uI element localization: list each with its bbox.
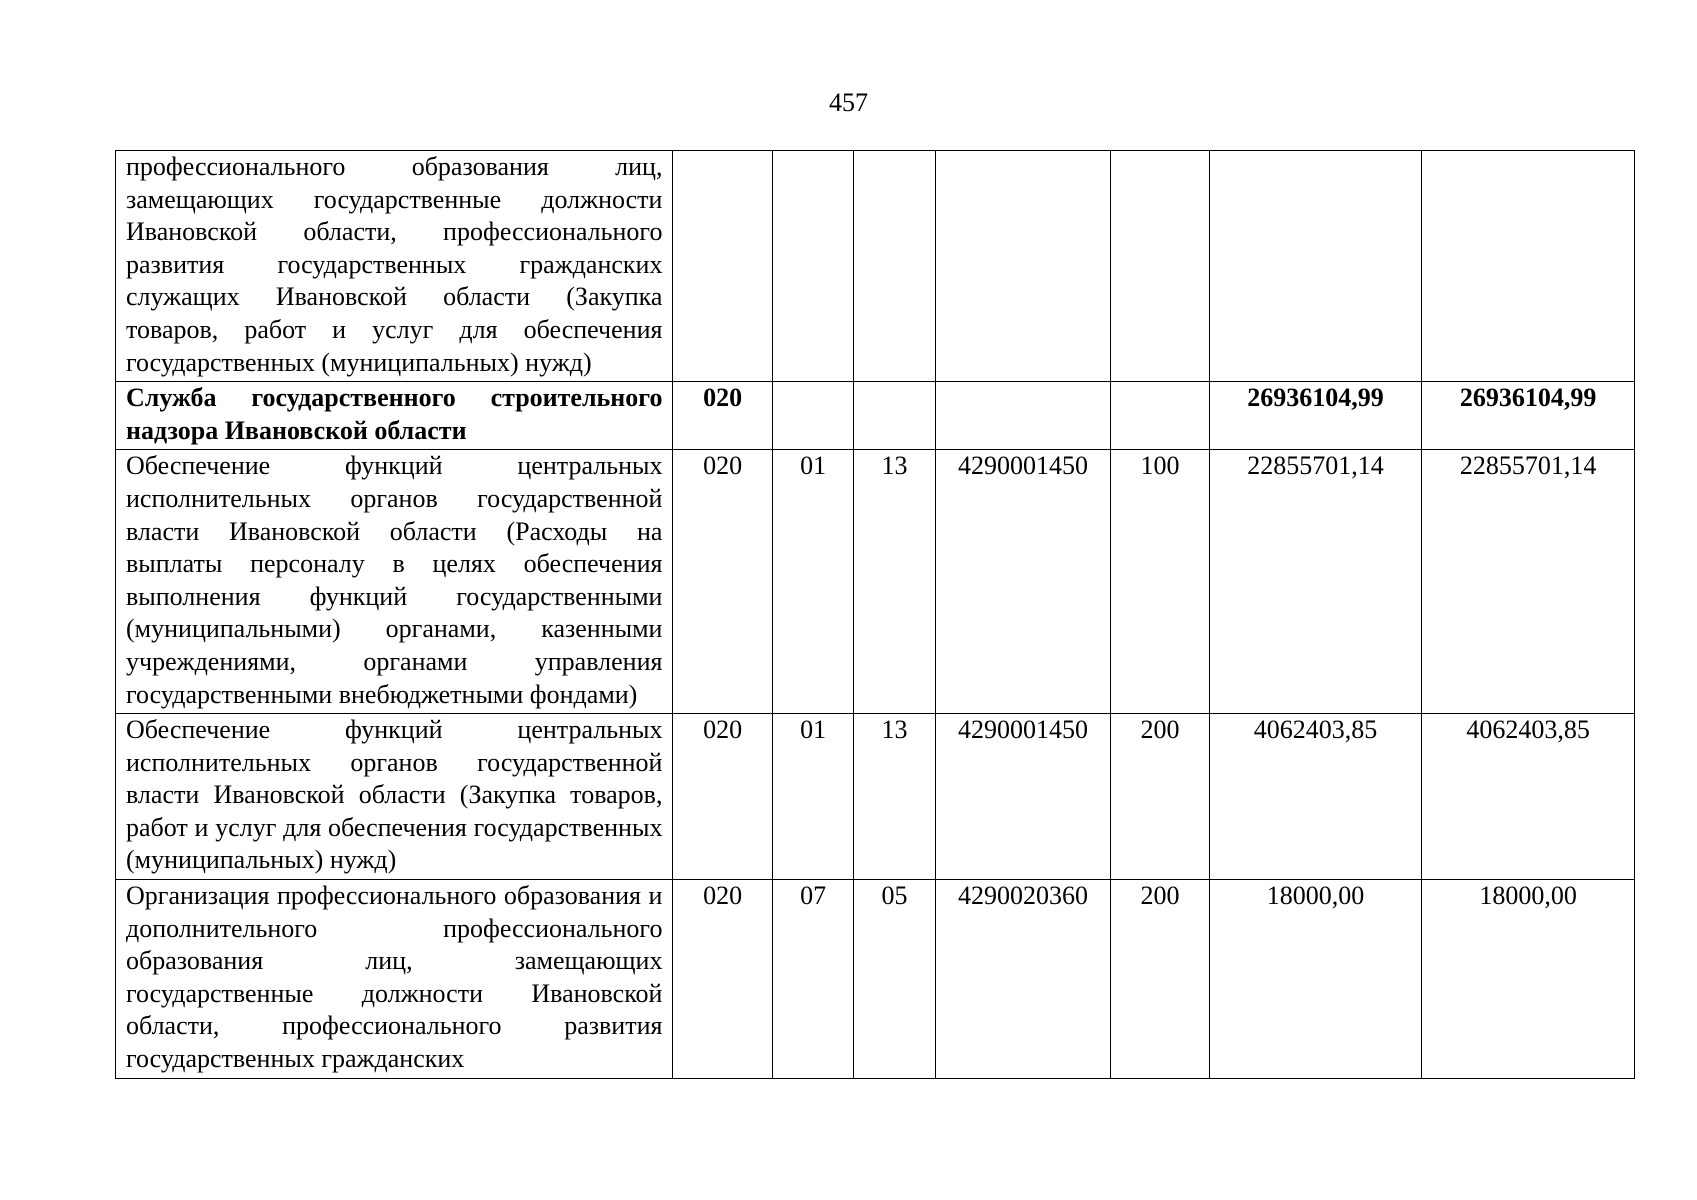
subsection-code: 13 — [854, 714, 935, 880]
section-code — [772, 151, 853, 382]
subsection-code: 13 — [854, 450, 935, 714]
amount-2: 26936104,99 — [1422, 382, 1635, 450]
subsection-code: 05 — [854, 880, 935, 1079]
amount-1: 18000,00 — [1209, 880, 1422, 1079]
ministry-code: 020 — [673, 880, 772, 1079]
target-article-code — [935, 382, 1111, 450]
amount-1: 22855701,14 — [1209, 450, 1422, 714]
ministry-code: 020 — [673, 382, 772, 450]
table-row — [116, 450, 1635, 714]
amount-2: 22855701,14 — [1422, 450, 1635, 714]
target-article-code: 4290020360 — [935, 880, 1111, 1079]
subsection-code — [854, 151, 935, 382]
section-code: 01 — [772, 450, 853, 714]
amount-1 — [1209, 151, 1422, 382]
row-description: Обеспечение функций центральных исполнительных органов государственной власти Ивановской области (Закупка товаров, работ и услуг для обеспечения государственных (муниципальных) нужд) — [116, 714, 673, 880]
section-code: 01 — [772, 714, 853, 880]
target-article-code: 4290001450 — [935, 714, 1111, 880]
table-row — [116, 880, 1635, 1079]
row-description: Организация профессионального образования и дополнительного профессионального образования лиц, замещающих государственные должности Ивановской области, профессионального развития государственных гражданских — [116, 880, 673, 1079]
expense-type-code: 200 — [1111, 714, 1209, 880]
expense-type-code: 100 — [1111, 450, 1209, 714]
amount-2: 4062403,85 — [1422, 714, 1635, 880]
ministry-code: 020 — [673, 714, 772, 880]
table-row — [116, 382, 1635, 450]
amount-2 — [1422, 151, 1635, 382]
target-article-code: 4290001450 — [935, 450, 1111, 714]
expense-type-code — [1111, 151, 1209, 382]
row-description: профессионального образования лиц, замещающих государственные должности Ивановской области, профессионального развития государственных гражданских служащих Ивановской области (Закупка товаров, работ и услуг для обеспечения государственных (муниципальных) нужд) — [116, 151, 673, 382]
amount-1: 4062403,85 — [1209, 714, 1422, 880]
budget-table — [115, 150, 1635, 1079]
section-code — [772, 382, 853, 450]
target-article-code — [935, 151, 1111, 382]
amount-2: 18000,00 — [1422, 880, 1635, 1079]
ministry-code: 020 — [673, 450, 772, 714]
page-number: 457 — [829, 88, 868, 117]
ministry-code — [673, 151, 772, 382]
section-code: 07 — [772, 880, 853, 1079]
table-row — [116, 151, 1635, 382]
amount-1: 26936104,99 — [1209, 382, 1422, 450]
expense-type-code — [1111, 382, 1209, 450]
row-description: Служба государственного строительного надзора Ивановской области — [116, 382, 673, 450]
expense-type-code: 200 — [1111, 880, 1209, 1079]
table-row — [116, 714, 1635, 880]
row-description: Обеспечение функций центральных исполнительных органов государственной власти Ивановской области (Расходы на выплаты персоналу в целях обеспечения выполнения функций государственными (муниципальными) органами, казенными учреждениями, органами управления государственными внебюджетными фондами) — [116, 450, 673, 714]
subsection-code — [854, 382, 935, 450]
